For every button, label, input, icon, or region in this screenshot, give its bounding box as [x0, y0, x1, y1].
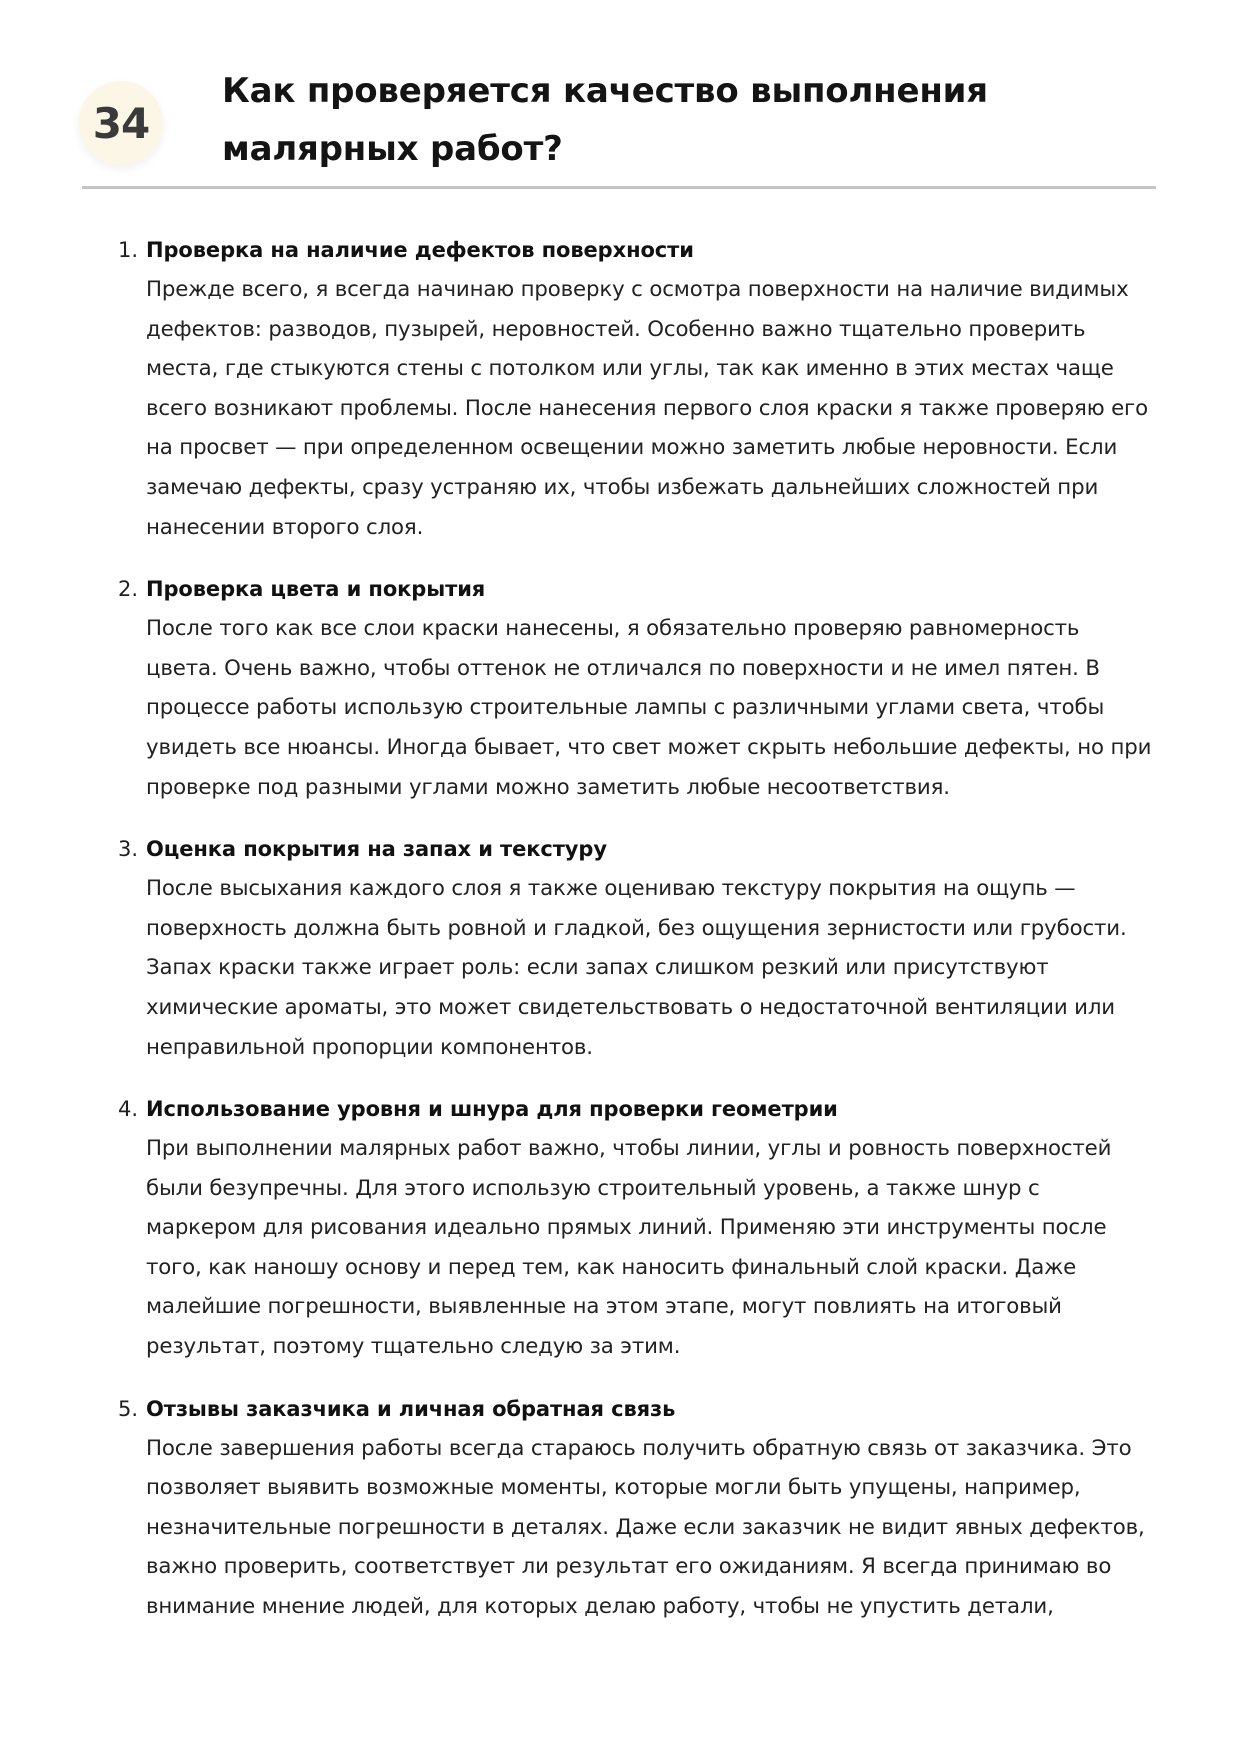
answer-list: [0, 230, 1239, 1649]
question-number: 34: [92, 98, 150, 148]
question-title: Как проверяется качество выполнения малярных работ?: [222, 71, 988, 169]
item-heading: Использование уровня и шнура для проверки геометрии: [146, 1097, 838, 1122]
item-heading: Оценка покрытия на запах и текстуру: [146, 837, 607, 862]
list-item: [0, 1389, 1239, 1627]
list-item: [0, 1089, 1239, 1367]
header-divider: [82, 186, 1156, 189]
list-item: [0, 230, 1239, 547]
item-body: После завершения работы всегда стараюсь получить обратную связь от заказчика. Это позволяет выявить возможные моменты, которые могли быть упущены, например, незначительные погрешности в деталях. Даже если заказчик не видит явных дефектов, важно проверить, соответствует ли результат его ожиданиям. Я всегда принимаю во внимание мнение людей, для которых делаю работу, чтобы не упустить детали,: [146, 1435, 1145, 1620]
item-number: 5.: [118, 1396, 139, 1421]
list-item: [0, 829, 1239, 1067]
item-heading: Проверка на наличие дефектов поверхности: [146, 238, 694, 262]
item-body: При выполнении малярных работ важно, чтобы линии, углы и ровность поверхностей были безупречны. Для этого использую строительный уровень, а также шнур с маркером для рисования идеально прямых линий. Применяю эти инструменты после того, как наношу основу и перед тем, как наносить финальный слой краски. Даже малейшие погрешности, выявленные на этом этапе, могут повлиять на итоговый результат, поэтому тщательно следую за этим.: [146, 1136, 1112, 1360]
item-heading: Отзывы заказчика и личная обратная связь: [146, 1396, 676, 1421]
question-number-badge: [79, 81, 163, 165]
item-heading: Проверка цвета и покрытия: [146, 577, 486, 602]
list-item: [0, 569, 1239, 807]
item-number: 3.: [118, 837, 139, 862]
item-body: Прежде всего, я всегда начинаю проверку с осмотра поверхности на наличие видимых дефектов: разводов, пузырей, неровностей. Особенно важно тщательно проверить места, где стыкуются стены с потолком или углы, так как именно в этих местах чаще всего возникают проблемы. После нанесения первого слоя краски я также проверяю его на просвет — при определенном освещении можно заметить любые неровности. Если замечаю дефекты, сразу устраняю их, чтобы избежать дальнейших сложностей при нанесении второго слоя.: [146, 277, 1148, 540]
item-body: После высыхания каждого слоя я также оцениваю текстуру покрытия на ощупь — поверхность должна быть ровной и гладкой, без ощущения зернистости или грубости. Запах краски также играет роль: если запах слишком резкий или присутствуют химические ароматы, это может свидетельствовать о недостаточной вентиляции или неправильной пропорции компонентов.: [146, 876, 1127, 1060]
item-number: 4.: [118, 1097, 139, 1122]
item-body: После того как все слои краски нанесены, я обязательно проверяю равномерность цвета. Очень важно, чтобы оттенок не отличался по поверхности и не имел пятен. В процессе работы использую строительные лампы с различными углами света, чтобы увидеть все нюансы. Иногда бывает, что свет может скрыть небольшие дефекты, но при проверке под разными углами можно заметить любые несоответствия.: [146, 616, 1152, 800]
item-number: 1.: [118, 238, 139, 262]
item-number: 2.: [118, 577, 139, 602]
